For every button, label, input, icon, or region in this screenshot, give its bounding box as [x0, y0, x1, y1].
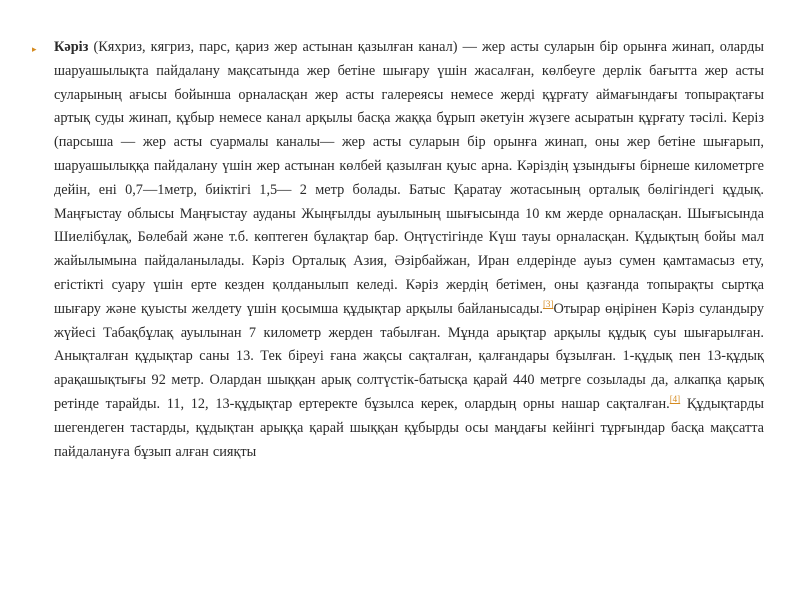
reference-link-3[interactable]: [3] [542, 299, 554, 309]
term-heading: Кәріз [54, 39, 89, 55]
bullet-arrow-icon: ▸ [32, 45, 37, 55]
paragraph-text-1: (Кяхриз, кягриз, парс, қариз жер астынан қазылған канал) — жер асты суларын бір орынға жинап, оларды шаруашылықта пайдалану мақсатында жер бетіне шығару үшін жасалған, көлбеуге дерлік бағытта жер асты суларының ағысы бойынша орналасқан жер асты галереясы немесе жерді құрғату аймағындағы топырақтағы артық суды жинап, құбыр немесе канал арқылы басқа жаққа бұрып әкетуін жүзеге асыратын құрғату тәсілі. Кеpiз (парсыша — жер асты суармалы каналы— жер асты суларын бір орынға жинап, оны жер бетіне шығарып, шаруашылыққа пайдалану үшін жер астынан көлбей қазылған қуыс арна. Кәріздің ұзындығы бірнеше километрге дейін, ені 0,7—1метр, биіктігі 1,5— 2 метр болады. Батыс Қаратау жотасының орталық бөлігіндегі құдық. Маңғыстау облысы Маңғыстау ауданы Жыңғылды ауылының шығысында 10 км жерде орналасқан. Шығысында Шиелібұлақ, Бөлебай және т.б. көптеген бұлақтар бар. Оңтүстігінде Күш тауы орналасқан. Құдықтың бойы мал жайылымына пайдаланылады. Кәріз Орталық Азия, Әзірбайжан, Иран елдерінде ауыз сумен қамтамасыз ету, егістікті суару үшін ерте кезден қолданылып келеді. Кәріз жердің бетімен, оны қазғанда топырақты сыртқа шығару және қуысты желдету үшін қосымша құдықтар арқылы байланысады. [54, 39, 764, 317]
reference-link-4[interactable]: [4] [669, 394, 681, 405]
paragraph-text-3: Құдықтарды шегендеген тастарды, құдықтан арыққа қарай шыққан құбырды осы маңдағы кейінгі тұрғындар басқа мақсатта пайдалануға бұзып алған сияқты [54, 395, 764, 460]
paragraph-text-2: Отырар өңірінен Кәріз суландыру жүйесі Табақбұлақ ауылынан 7 километр жерден табылған. Мұнда арықтар арқылы құдық суы шығарылған. Анықталған құдықтар саны 13. Тек біреуі ғана жақсы сақталған, қалғандары бұзылған. 1-құдық пен 13-құдық арақашықтығы 92 метр. Олардан шыққан арық солтүстік-батысқа қарай 440 метрге созылады да, алкапқа қарық ретінде тарайды. 11, 12, 13-құдықтар ертеректе бұзылса керек, олардың орны нашар сақталған. [54, 300, 764, 412]
body-paragraph [54, 36, 764, 464]
